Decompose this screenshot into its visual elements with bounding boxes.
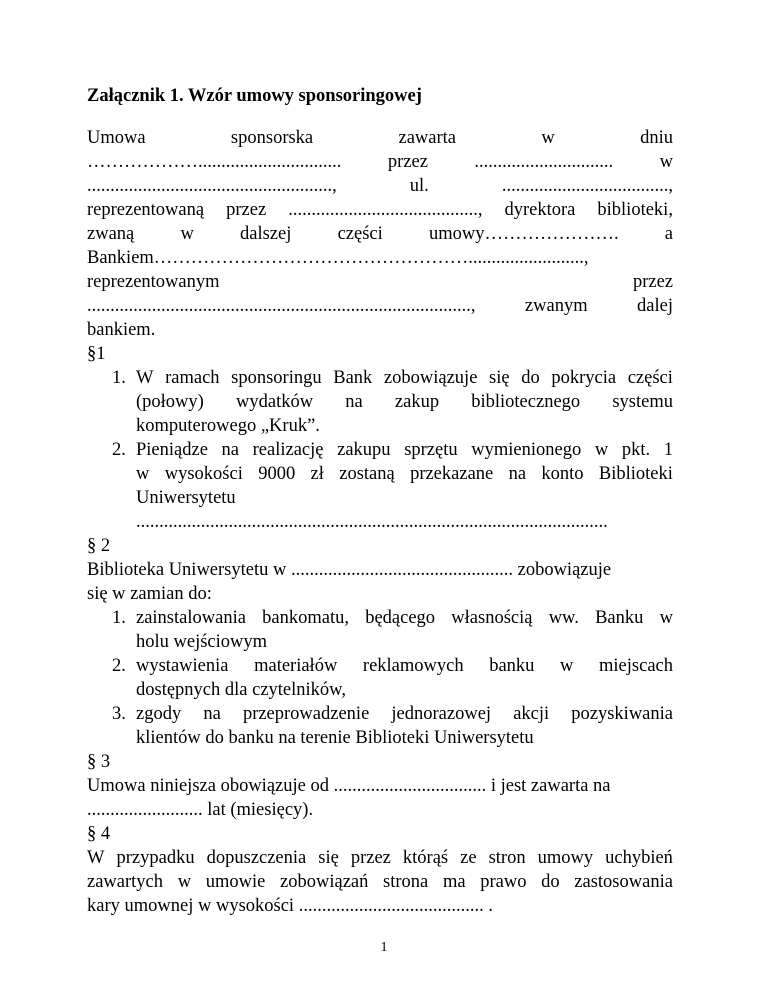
word: na xyxy=(203,704,221,724)
list-number: 2. xyxy=(112,656,126,676)
word: umowie xyxy=(205,872,266,892)
word: pokrycia xyxy=(551,368,617,388)
word: zastosowania xyxy=(574,872,673,892)
word: .............................. xyxy=(474,152,614,172)
list-item-line: holu wejściowym xyxy=(136,632,268,652)
word: zgody xyxy=(136,704,182,724)
word: zawarta xyxy=(398,128,457,148)
word: reprezentowaną xyxy=(87,200,205,220)
intro-line: bankiem. xyxy=(87,320,156,340)
word: w xyxy=(177,872,192,892)
list-number: 1. xyxy=(112,368,126,388)
section-heading: § 2 xyxy=(87,536,111,556)
list-number: 2. xyxy=(112,440,126,460)
section-lead: się w zamian do: xyxy=(87,584,212,604)
word: uchybień xyxy=(605,848,673,868)
word: przez xyxy=(632,272,673,292)
word: wymienionego xyxy=(471,440,582,460)
word: zostaną xyxy=(339,464,395,484)
word: W xyxy=(87,848,105,868)
word: Banku xyxy=(595,608,644,628)
list-number: 1. xyxy=(112,608,126,628)
word: konto xyxy=(541,464,584,484)
word: dalej xyxy=(637,296,673,316)
word: na xyxy=(508,464,527,484)
word: zawartych xyxy=(87,872,164,892)
word: stron xyxy=(488,848,526,868)
word: miejscach xyxy=(599,656,673,676)
word: przez xyxy=(387,152,428,172)
section-heading: §1 xyxy=(87,344,106,364)
word: akcji xyxy=(513,704,550,724)
word: części xyxy=(337,224,383,244)
word: realizację xyxy=(252,440,324,460)
word: przeprowadzenie xyxy=(242,704,370,724)
list-item-line xyxy=(136,702,673,726)
word: w xyxy=(541,128,555,148)
word: reprezentowanym xyxy=(87,272,220,292)
word: się xyxy=(489,368,510,388)
word: bibliotecznego xyxy=(471,392,581,412)
word: wydatków xyxy=(236,392,314,412)
list-item-line: komputerowego „Kruk”. xyxy=(136,416,320,436)
word: do xyxy=(541,872,560,892)
word: w xyxy=(594,440,609,460)
word: wysokości xyxy=(164,464,243,484)
list-item-line: dostępnych dla czytelników, xyxy=(136,680,346,700)
intro-line xyxy=(87,150,673,174)
word: reklamowych xyxy=(362,656,464,676)
word: dniu xyxy=(640,128,673,148)
word: w xyxy=(560,656,574,676)
word: 9000 xyxy=(258,464,296,484)
word: a xyxy=(664,224,673,244)
section-text xyxy=(87,870,673,894)
intro-line xyxy=(87,294,673,318)
word: zainstalowania xyxy=(136,608,246,628)
word: banku xyxy=(489,656,535,676)
word: ....................................................., xyxy=(87,176,337,196)
list-item-line xyxy=(136,366,673,390)
word: którąś xyxy=(402,848,449,868)
list-item-line xyxy=(136,390,673,414)
word: pkt. xyxy=(621,440,651,460)
section-heading: § 4 xyxy=(87,824,111,844)
word: W xyxy=(136,368,154,388)
word: w xyxy=(659,152,673,172)
word: ………………............................... xyxy=(87,152,342,172)
word: do xyxy=(521,368,540,388)
word: Bankiem……………………………………………........................., xyxy=(87,248,589,268)
word: sprzętu xyxy=(404,440,458,460)
word: zakupu xyxy=(337,440,391,460)
word: umowy xyxy=(537,848,594,868)
section-text: kary umownej w wysokości ........................................ . xyxy=(87,896,493,916)
word: ul. xyxy=(409,176,429,196)
word: dyrektora xyxy=(504,200,576,220)
word: przypadku xyxy=(116,848,195,868)
word: bankomatu, xyxy=(262,608,349,628)
word: wystawienia xyxy=(136,656,229,676)
word: ww. xyxy=(548,608,579,628)
word: materiałów xyxy=(254,656,338,676)
word: pozyskiwania xyxy=(571,704,673,724)
word: sponsoringu xyxy=(231,368,322,388)
word: w xyxy=(136,464,150,484)
section-text: Umowa niniejsza obowiązuje od ................................. i jest zawarta na xyxy=(87,776,611,796)
word: przez xyxy=(226,200,267,220)
document-title: Załącznik 1. Wzór umowy sponsoringowej xyxy=(87,86,422,106)
word: się xyxy=(318,848,339,868)
word: jednorazowej xyxy=(391,704,492,724)
list-number: 3. xyxy=(112,704,126,724)
list-item-line: klientów do banku na terenie Biblioteki Uniwersytetu xyxy=(136,728,534,748)
section-text xyxy=(87,846,673,870)
word: na xyxy=(345,392,363,412)
word: Bank xyxy=(333,368,373,388)
word: zobowiązuje xyxy=(383,368,478,388)
section-heading: § 3 xyxy=(87,752,111,772)
word: Biblioteki xyxy=(598,464,673,484)
word: prawo xyxy=(480,872,527,892)
word: sponsorska xyxy=(230,128,314,148)
word: strona xyxy=(383,872,429,892)
list-item-line xyxy=(136,654,673,678)
word: ze xyxy=(460,848,477,868)
intro-line xyxy=(87,246,673,270)
section-text: ......................... lat (miesięcy). xyxy=(87,800,314,820)
word: na xyxy=(221,440,240,460)
list-item-line: ...................................................................................................... xyxy=(136,512,608,532)
word: zwaną xyxy=(87,224,135,244)
list-item-line: Uniwersytetu xyxy=(136,488,236,508)
intro-line xyxy=(87,126,673,150)
word: dalszej xyxy=(240,224,292,244)
word: zakup xyxy=(394,392,440,412)
word: będącego xyxy=(365,608,436,628)
section-lead: Biblioteka Uniwersytetu w ................................................ zobowiązuje xyxy=(87,560,612,580)
word: ma xyxy=(442,872,466,892)
word: własnością xyxy=(451,608,533,628)
word: ramach xyxy=(165,368,220,388)
list-item-line xyxy=(136,606,673,630)
list-item-line xyxy=(136,438,673,462)
intro-line xyxy=(87,222,673,246)
word: dopuszczenia xyxy=(206,848,307,868)
intro-line xyxy=(87,198,673,222)
intro-line xyxy=(87,270,673,294)
word: biblioteki, xyxy=(597,200,673,220)
word: Umowa xyxy=(87,128,146,148)
word: części xyxy=(627,368,673,388)
word: ........................................., xyxy=(288,200,483,220)
word: przekazane xyxy=(410,464,494,484)
word: umowy…………………. xyxy=(428,224,619,244)
word: ...................................., xyxy=(501,176,673,196)
word: systemu xyxy=(612,392,673,412)
page-number: 1 xyxy=(380,940,388,955)
word: 1 xyxy=(663,440,673,460)
word: Pieniądze xyxy=(136,440,208,460)
word: zobowiązań xyxy=(280,872,369,892)
list-item-line xyxy=(136,462,673,486)
word: zł xyxy=(310,464,324,484)
word: w xyxy=(180,224,194,244)
word: przez xyxy=(350,848,391,868)
word: w xyxy=(659,608,673,628)
word: ..................................................................................., xyxy=(87,296,476,316)
intro-line xyxy=(87,174,673,198)
word: (połowy) xyxy=(136,392,204,412)
word: zwanym xyxy=(524,296,588,316)
